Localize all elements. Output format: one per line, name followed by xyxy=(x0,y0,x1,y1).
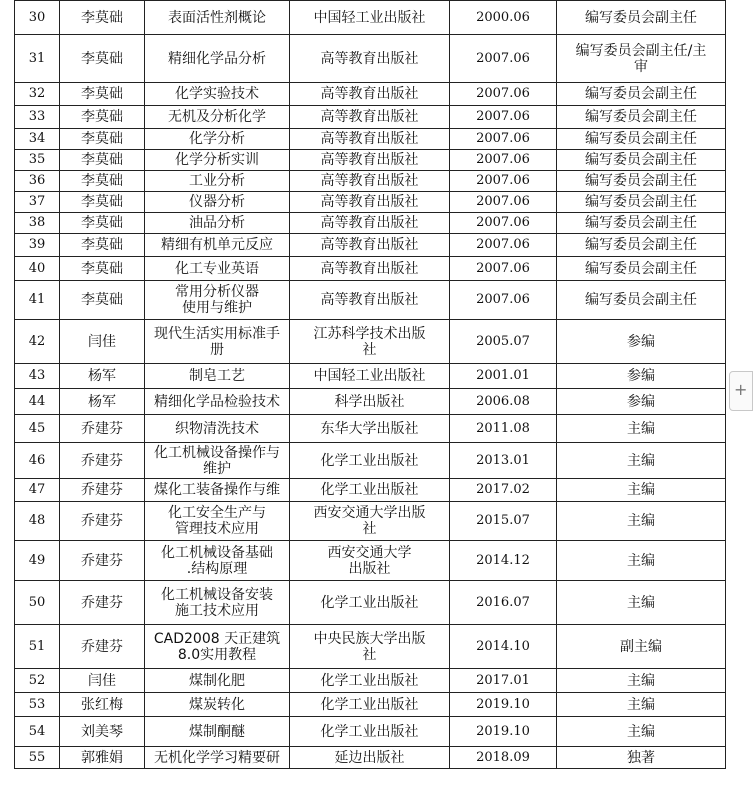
author-cell: 乔建芬 xyxy=(60,581,145,625)
publisher-cell xyxy=(290,415,450,443)
title-cell-line: 化工安全生产与 xyxy=(168,505,266,521)
date-cell: 2007.06 xyxy=(450,234,557,257)
table-row xyxy=(15,581,726,625)
role-cell xyxy=(557,389,726,415)
table-row xyxy=(15,171,726,192)
table-row xyxy=(15,415,726,443)
publisher-cell-line: 高等教育出版社 xyxy=(320,50,419,67)
publisher-cell-line: 高等教育出版社 xyxy=(320,215,419,231)
publisher-cell-line: 中央民族大学出版 xyxy=(313,630,426,647)
role-cell xyxy=(557,83,726,106)
row-number: 46 xyxy=(15,443,60,479)
table-row xyxy=(15,129,726,150)
publisher-cell-line: 社 xyxy=(362,341,377,358)
title-cell xyxy=(145,479,290,502)
role-cell-line: 主编 xyxy=(627,696,655,713)
publisher-cell-line: 化学工业出版社 xyxy=(320,482,419,498)
role-cell xyxy=(557,171,726,192)
date-cell: 2013.01 xyxy=(450,443,557,479)
role-cell-line: 编写委员会副主任/主 xyxy=(575,42,707,59)
publisher-cell xyxy=(290,693,450,717)
title-cell xyxy=(145,625,290,669)
row-number: 33 xyxy=(15,106,60,129)
title-cell xyxy=(145,747,290,769)
author-cell: 李莫础 xyxy=(60,192,145,213)
publisher-cell xyxy=(290,213,450,234)
table-row xyxy=(15,541,726,581)
date-cell: 2007.06 xyxy=(450,106,557,129)
row-number: 39 xyxy=(15,234,60,257)
publisher-cell xyxy=(290,257,450,281)
title-cell xyxy=(145,35,290,83)
publisher-cell xyxy=(290,281,450,320)
publisher-cell-line: 江苏科学技术出版 xyxy=(313,325,426,342)
publisher-cell-line: 东华大学出版社 xyxy=(320,420,419,437)
title-cell-line: CAD2008 天正建筑 xyxy=(153,630,281,647)
publisher-cell xyxy=(290,192,450,213)
role-cell xyxy=(557,1,726,35)
table-row xyxy=(15,669,726,693)
publisher-cell-line: 高等教育出版社 xyxy=(320,260,419,277)
publisher-cell-line: 化学工业出版社 xyxy=(320,672,419,689)
role-cell-line: 编写委员会副主任 xyxy=(585,215,697,231)
row-number: 37 xyxy=(15,192,60,213)
title-cell-line: 化学实验技术 xyxy=(175,86,259,102)
row-number: 50 xyxy=(15,581,60,625)
book-table xyxy=(14,0,726,769)
role-cell-line: 参编 xyxy=(627,393,655,410)
title-cell-line: 煤制化肥 xyxy=(189,672,245,689)
date-cell: 2017.02 xyxy=(450,479,557,502)
title-cell-line: 施工技术应用 xyxy=(175,602,259,619)
date-cell: 2007.06 xyxy=(450,150,557,171)
publisher-cell xyxy=(290,625,450,669)
role-cell-line: 编写委员会副主任 xyxy=(585,292,697,308)
row-number: 53 xyxy=(15,693,60,717)
role-cell-line: 编写委员会副主任 xyxy=(585,194,697,210)
publisher-cell-line: 中国轻工业出版社 xyxy=(313,368,426,384)
table-row xyxy=(15,257,726,281)
title-cell xyxy=(145,213,290,234)
table-row xyxy=(15,443,726,479)
expand-panel-tab[interactable] xyxy=(729,371,753,411)
role-cell-line: 编写委员会副主任 xyxy=(585,131,697,147)
title-cell-line: 常用分析仪器 xyxy=(175,284,259,300)
table-row xyxy=(15,150,726,171)
role-cell xyxy=(557,625,726,669)
role-cell xyxy=(557,35,726,83)
title-cell-line: 煤制酮醚 xyxy=(189,723,245,740)
publisher-cell xyxy=(290,35,450,83)
title-cell xyxy=(145,281,290,320)
date-cell: 2007.06 xyxy=(450,213,557,234)
author-cell: 乔建芬 xyxy=(60,443,145,479)
date-cell: 2019.10 xyxy=(450,693,557,717)
title-cell-line: 工业分析 xyxy=(189,173,245,189)
publisher-cell-line: 中国轻工业出版社 xyxy=(313,9,426,26)
publisher-cell-line: 西安交通大学出版 xyxy=(313,505,426,521)
author-cell: 刘美琴 xyxy=(60,717,145,747)
date-cell: 2007.06 xyxy=(450,83,557,106)
publisher-cell xyxy=(290,364,450,389)
title-cell-line: 精细化学品检验技术 xyxy=(154,393,280,410)
row-number: 52 xyxy=(15,669,60,693)
role-cell xyxy=(557,443,726,479)
publisher-cell-line: 高等教育出版社 xyxy=(320,237,419,253)
role-cell-line: 主编 xyxy=(627,482,655,498)
row-number: 31 xyxy=(15,35,60,83)
role-cell xyxy=(557,669,726,693)
date-cell: 2014.12 xyxy=(450,541,557,581)
table-row xyxy=(15,364,726,389)
author-cell: 乔建芬 xyxy=(60,415,145,443)
title-cell-line: 织物清洗技术 xyxy=(175,420,259,437)
title-cell-line: 表面活性剂概论 xyxy=(168,9,266,26)
title-cell-line: 精细化学品分析 xyxy=(168,50,266,67)
publisher-cell xyxy=(290,320,450,364)
role-cell-line: 编写委员会副主任 xyxy=(585,9,697,26)
role-cell xyxy=(557,581,726,625)
author-cell: 李莫础 xyxy=(60,257,145,281)
date-cell: 2001.01 xyxy=(450,364,557,389)
title-cell-line: 煤炭转化 xyxy=(189,696,245,713)
author-cell: 乔建芬 xyxy=(60,541,145,581)
table-row xyxy=(15,106,726,129)
title-cell xyxy=(145,415,290,443)
role-cell-line: 主编 xyxy=(627,513,655,529)
row-number: 38 xyxy=(15,213,60,234)
title-cell-line: .结构原理 xyxy=(186,560,248,577)
row-number: 40 xyxy=(15,257,60,281)
publisher-cell xyxy=(290,389,450,415)
publisher-cell xyxy=(290,234,450,257)
publisher-cell-line: 高等教育出版社 xyxy=(320,131,419,147)
role-cell-line: 参编 xyxy=(627,368,655,384)
date-cell: 2007.06 xyxy=(450,257,557,281)
author-cell: 乔建芬 xyxy=(60,502,145,541)
publisher-cell-line: 高等教育出版社 xyxy=(320,194,419,210)
table-row xyxy=(15,1,726,35)
row-number: 55 xyxy=(15,747,60,769)
title-cell-line: 现代生活实用标准手 xyxy=(154,325,280,342)
author-cell: 李莫础 xyxy=(60,213,145,234)
title-cell-line: 8.0实用教程 xyxy=(177,646,257,663)
date-cell: 2017.01 xyxy=(450,669,557,693)
title-cell xyxy=(145,443,290,479)
title-cell-line: 管理技术应用 xyxy=(175,521,259,537)
role-cell-line: 编写委员会副主任 xyxy=(585,237,697,253)
title-cell xyxy=(145,171,290,192)
author-cell: 李莫础 xyxy=(60,171,145,192)
publisher-cell xyxy=(290,747,450,769)
title-cell xyxy=(145,669,290,693)
title-cell xyxy=(145,129,290,150)
plus-icon: + xyxy=(734,380,748,399)
title-cell xyxy=(145,83,290,106)
table-row xyxy=(15,479,726,502)
author-cell: 李莫础 xyxy=(60,150,145,171)
title-cell xyxy=(145,541,290,581)
date-cell: 2000.06 xyxy=(450,1,557,35)
title-cell-line: 维护 xyxy=(203,460,231,477)
author-cell: 闫佳 xyxy=(60,669,145,693)
row-number: 34 xyxy=(15,129,60,150)
publisher-cell xyxy=(290,717,450,747)
title-cell-line: 化工机械设备基础 xyxy=(161,544,273,561)
author-cell: 李莫础 xyxy=(60,129,145,150)
publisher-cell-line: 化学工业出版社 xyxy=(320,452,419,469)
publisher-cell-line: 高等教育出版社 xyxy=(320,173,419,189)
table-row xyxy=(15,693,726,717)
publisher-cell xyxy=(290,541,450,581)
role-cell-line: 编写委员会副主任 xyxy=(585,86,697,102)
publisher-cell xyxy=(290,83,450,106)
publisher-cell-line: 高等教育出版社 xyxy=(320,152,419,168)
publisher-cell xyxy=(290,581,450,625)
role-cell-line: 编写委员会副主任 xyxy=(585,260,697,277)
publisher-cell-line: 延边出版社 xyxy=(334,749,405,766)
author-cell: 乔建芬 xyxy=(60,479,145,502)
date-cell: 2015.07 xyxy=(450,502,557,541)
role-cell-line: 主编 xyxy=(627,420,655,437)
publisher-cell-line: 高等教育出版社 xyxy=(320,292,419,308)
title-cell xyxy=(145,581,290,625)
date-cell: 2016.07 xyxy=(450,581,557,625)
publisher-cell xyxy=(290,669,450,693)
table-row xyxy=(15,192,726,213)
role-cell xyxy=(557,106,726,129)
title-cell-line: 仪器分析 xyxy=(189,194,245,210)
table-row xyxy=(15,625,726,669)
date-cell: 2005.07 xyxy=(450,320,557,364)
publisher-cell xyxy=(290,502,450,541)
author-cell: 乔建芬 xyxy=(60,625,145,669)
title-cell xyxy=(145,717,290,747)
date-cell: 2006.08 xyxy=(450,389,557,415)
publisher-cell xyxy=(290,106,450,129)
title-cell xyxy=(145,234,290,257)
role-cell xyxy=(557,747,726,769)
publisher-cell-line: 化学工业出版社 xyxy=(320,696,419,713)
role-cell-line: 编写委员会副主任 xyxy=(585,152,697,168)
title-cell-line: 煤化工装备操作与维 xyxy=(154,482,280,498)
role-cell-line: 独著 xyxy=(627,749,655,766)
publisher-cell xyxy=(290,129,450,150)
row-number: 43 xyxy=(15,364,60,389)
table-row xyxy=(15,35,726,83)
title-cell-line: 制皂工艺 xyxy=(189,368,245,384)
author-cell: 郭雅娟 xyxy=(60,747,145,769)
row-number: 30 xyxy=(15,1,60,35)
title-cell xyxy=(145,693,290,717)
author-cell: 闫佳 xyxy=(60,320,145,364)
role-cell xyxy=(557,502,726,541)
role-cell xyxy=(557,693,726,717)
publisher-cell xyxy=(290,150,450,171)
role-cell xyxy=(557,257,726,281)
publisher-cell-line: 社 xyxy=(362,521,377,537)
publisher-cell-line: 西安交通大学 xyxy=(327,544,412,561)
role-cell xyxy=(557,213,726,234)
author-cell: 张红梅 xyxy=(60,693,145,717)
title-cell-line: 精细有机单元反应 xyxy=(161,237,273,253)
title-cell-line: 无机及分析化学 xyxy=(168,109,266,125)
author-cell: 李莫础 xyxy=(60,1,145,35)
role-cell-line: 主编 xyxy=(627,723,655,740)
publisher-cell xyxy=(290,443,450,479)
publisher-cell xyxy=(290,479,450,502)
role-cell xyxy=(557,320,726,364)
role-cell xyxy=(557,129,726,150)
row-number: 36 xyxy=(15,171,60,192)
date-cell: 2007.06 xyxy=(450,281,557,320)
date-cell: 2014.10 xyxy=(450,625,557,669)
date-cell: 2018.09 xyxy=(450,747,557,769)
role-cell xyxy=(557,364,726,389)
author-cell: 李莫础 xyxy=(60,83,145,106)
table-row xyxy=(15,389,726,415)
title-cell-line: 化工专业英语 xyxy=(175,260,259,277)
publisher-cell-line: 社 xyxy=(362,646,377,663)
title-cell xyxy=(145,257,290,281)
title-cell xyxy=(145,502,290,541)
author-cell: 杨军 xyxy=(60,364,145,389)
title-cell xyxy=(145,150,290,171)
title-cell xyxy=(145,364,290,389)
row-number: 41 xyxy=(15,281,60,320)
author-cell: 李莫础 xyxy=(60,106,145,129)
title-cell xyxy=(145,320,290,364)
author-cell: 杨军 xyxy=(60,389,145,415)
title-cell xyxy=(145,389,290,415)
title-cell xyxy=(145,1,290,35)
author-cell: 李莫础 xyxy=(60,234,145,257)
table-row xyxy=(15,320,726,364)
row-number: 54 xyxy=(15,717,60,747)
publisher-cell-line: 出版社 xyxy=(348,560,391,577)
role-cell-line: 编写委员会副主任 xyxy=(585,109,697,125)
title-cell-line: 使用与维护 xyxy=(182,300,252,316)
table-row xyxy=(15,747,726,769)
publisher-cell-line: 高等教育出版社 xyxy=(320,86,419,102)
role-cell xyxy=(557,717,726,747)
title-cell-line: 化工机械设备操作与 xyxy=(154,444,280,461)
role-cell-line: 主编 xyxy=(627,672,655,689)
role-cell xyxy=(557,192,726,213)
date-cell: 2011.08 xyxy=(450,415,557,443)
row-number: 42 xyxy=(15,320,60,364)
title-cell-line: 化学分析 xyxy=(189,131,245,147)
date-cell: 2007.06 xyxy=(450,129,557,150)
date-cell: 2007.06 xyxy=(450,192,557,213)
role-cell xyxy=(557,150,726,171)
role-cell xyxy=(557,234,726,257)
title-cell xyxy=(145,192,290,213)
role-cell-line: 副主编 xyxy=(620,638,662,655)
row-number: 35 xyxy=(15,150,60,171)
role-cell-line: 编写委员会副主任 xyxy=(585,173,697,189)
role-cell-line: 主编 xyxy=(627,594,655,611)
role-cell-line: 参编 xyxy=(627,333,655,350)
role-cell-line: 主编 xyxy=(627,552,655,569)
date-cell: 2007.06 xyxy=(450,35,557,83)
role-cell xyxy=(557,479,726,502)
title-cell xyxy=(145,106,290,129)
publisher-cell xyxy=(290,171,450,192)
publisher-cell-line: 高等教育出版社 xyxy=(320,109,419,125)
publisher-cell-line: 科学出版社 xyxy=(334,393,405,410)
row-number: 44 xyxy=(15,389,60,415)
row-number: 48 xyxy=(15,502,60,541)
role-cell xyxy=(557,281,726,320)
row-number: 51 xyxy=(15,625,60,669)
publisher-cell-line: 化学工业出版社 xyxy=(320,594,419,611)
author-cell: 李莫础 xyxy=(60,35,145,83)
role-cell-line: 主编 xyxy=(627,452,655,469)
row-number: 45 xyxy=(15,415,60,443)
table-row xyxy=(15,213,726,234)
date-cell: 2007.06 xyxy=(450,171,557,192)
publisher-cell xyxy=(290,1,450,35)
role-cell xyxy=(557,415,726,443)
table-row xyxy=(15,717,726,747)
author-cell: 李莫础 xyxy=(60,281,145,320)
title-cell-line: 化学分析实训 xyxy=(175,152,259,168)
title-cell-line: 油品分析 xyxy=(189,215,245,231)
table-row xyxy=(15,281,726,320)
row-number: 49 xyxy=(15,541,60,581)
title-cell-line: 册 xyxy=(210,341,224,358)
row-number: 32 xyxy=(15,83,60,106)
role-cell xyxy=(557,541,726,581)
title-cell-line: 无机化学学习精要研 xyxy=(154,749,280,766)
role-cell-line: 审 xyxy=(634,58,648,75)
date-cell: 2019.10 xyxy=(450,717,557,747)
table-row xyxy=(15,234,726,257)
row-number: 47 xyxy=(15,479,60,502)
table-row xyxy=(15,83,726,106)
title-cell-line: 化工机械设备安装 xyxy=(161,586,273,603)
table-row xyxy=(15,502,726,541)
publisher-cell-line: 化学工业出版社 xyxy=(320,723,419,740)
